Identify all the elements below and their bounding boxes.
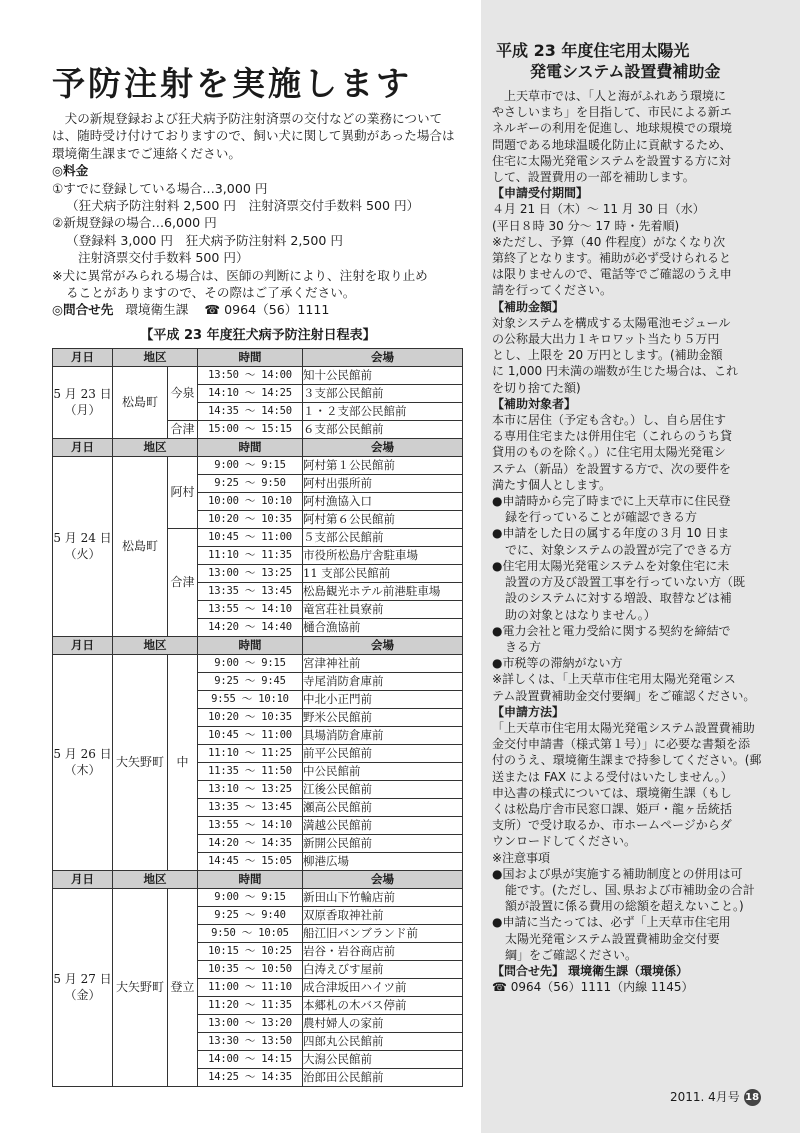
body-line: 太陽光発電システム設置費補助金交付要 xyxy=(505,931,720,946)
fee-heading: ◎料金 xyxy=(52,163,89,179)
schedule-venue: 前平公民館前 xyxy=(303,744,463,762)
schedule-time: 9:50 ～ 10:05 xyxy=(198,924,303,942)
schedule-area: 大矢野町 xyxy=(113,888,168,1086)
body-line: は限りませんので、電話等でご確認のうえ申 xyxy=(492,267,732,282)
body-line: 録を行っていることが確認できる方 xyxy=(505,510,698,525)
body-line: テム設置費補助金交付要綱」をご確認ください。 xyxy=(492,688,756,703)
schedule-header-row xyxy=(53,348,463,366)
schedule-time: 11:10 ～ 11:35 xyxy=(198,546,303,564)
schedule-time: 10:20 ～ 10:35 xyxy=(198,708,303,726)
body-line: 第終了となります。補助が必ず受けられると xyxy=(492,251,732,266)
fee-item-1-detail: （狂犬病予防注射料 2,500 円 注射済票交付手数料 500 円） xyxy=(66,198,420,214)
article-intro: 犬の新規登録および狂犬病予防注射済票の交付などの業務については、随時受け付けておりますので、飼い犬に関して異動があった場合は環境衛生課までご連絡ください。 xyxy=(52,111,455,161)
body-line: ウンロードしてください。 xyxy=(492,834,637,849)
schedule-time: 14:35 ～ 14:50 xyxy=(198,402,303,420)
schedule-time: 13:55 ～ 14:10 xyxy=(198,816,303,834)
schedule-time: 13:00 ～ 13:20 xyxy=(198,1014,303,1032)
body-line: (平日８時 30 分～ 17 時・先着順) xyxy=(492,218,680,233)
date-weekday: （金） xyxy=(64,988,101,1003)
schedule-time: 14:10 ～ 14:25 xyxy=(198,384,303,402)
schedule-time: 9:00 ～ 9:15 xyxy=(198,456,303,474)
schedule-time: 11:00 ～ 11:10 xyxy=(198,978,303,996)
schedule-time: 13:10 ～ 13:25 xyxy=(198,780,303,798)
body-line: 請を行ってください。 xyxy=(492,283,613,298)
body-line: やさしいまち」を目指して、市民による新エ xyxy=(492,105,732,120)
schedule-venue: 阿村漁協入口 xyxy=(303,492,463,510)
body-line: 対象システムを構成する太陽電池モジュール xyxy=(492,315,731,330)
bullet-item: ●電力会社と電力受給に関する契約を締結で xyxy=(492,623,731,638)
header-area: 地区 xyxy=(113,636,198,654)
schedule-venue: 治郎田公民館前 xyxy=(303,1068,463,1086)
schedule-date xyxy=(53,456,113,636)
schedule-time: 10:00 ～ 10:10 xyxy=(198,492,303,510)
section-heading: 【申請方法】 xyxy=(492,704,565,719)
header-area: 地区 xyxy=(113,870,198,888)
schedule-venue: 中公民館前 xyxy=(303,762,463,780)
schedule-header-row xyxy=(53,870,463,888)
solar-title-line-1: 平成 23 年度住宅用太陽光 xyxy=(496,41,690,60)
schedule-venue: 樋合漁協前 xyxy=(303,618,463,636)
schedule-row xyxy=(53,654,463,672)
schedule-venue: 柳港広場 xyxy=(303,852,463,870)
bullet-item: ●住宅用太陽光発電システムを対象住宅に未 xyxy=(492,558,730,573)
header-venue: 会場 xyxy=(303,636,463,654)
schedule-venue: 本郷札の木バス停前 xyxy=(303,996,463,1014)
schedule-venue: 船江旧バンブランド前 xyxy=(303,924,463,942)
header-date: 月日 xyxy=(53,636,113,654)
article-title: 予防注射を実施します xyxy=(52,64,412,103)
schedule-venue: 松島観光ホテル前港駐車場 xyxy=(303,582,463,600)
body-line: ※ただし、予算（40 件程度）がなくなり次 xyxy=(492,234,726,249)
header-time: 時間 xyxy=(198,870,303,888)
schedule-venue: 知十公民館前 xyxy=(303,366,463,384)
body-line: ネルギーの利用を促進し、地球規模での環境 xyxy=(492,121,733,136)
schedule-venue: ３支部公民館前 xyxy=(303,384,463,402)
schedule-area: 松島町 xyxy=(113,456,168,636)
fee-item-2-detail-2: 注射済票交付手数料 500 円） xyxy=(78,250,249,266)
body-line: ステム（新品）を設置する方で、次の要件を xyxy=(492,461,731,476)
schedule-time: 14:20 ～ 14:40 xyxy=(198,618,303,636)
schedule-venue: 阿村出張所前 xyxy=(303,474,463,492)
header-date: 月日 xyxy=(53,348,113,366)
schedule-venue: 白涛えびす屋前 xyxy=(303,960,463,978)
header-time: 時間 xyxy=(198,438,303,456)
schedule-venue: 野米公民館前 xyxy=(303,708,463,726)
body-line: の公称最大出力１キロワット当たり５万円 xyxy=(492,332,720,347)
schedule-venue: 11 支部公民館前 xyxy=(303,564,463,582)
schedule-subarea: 登立 xyxy=(168,888,198,1086)
body-line: ☎ 0964（56）1111（内線 1145） xyxy=(492,980,694,995)
bullet-item: ●申請をした日の属する年度の３月 10 日ま xyxy=(492,526,730,541)
body-line: に 1,000 円未満の端数が生じた場合は、これ xyxy=(492,364,738,379)
fee-item-2: ②新規登録の場合…6,000 円 xyxy=(52,215,217,231)
schedule-time: 11:10 ～ 11:25 xyxy=(198,744,303,762)
body-line: きる方 xyxy=(505,639,542,654)
body-line: くは松島庁舎市民窓口課、姫戸・龍ヶ岳統括 xyxy=(492,801,733,816)
schedule-time: 10:15 ～ 10:25 xyxy=(198,942,303,960)
body-line: 貸用のものを除く。）に住宅用太陽光発電シ xyxy=(492,445,726,460)
body-line: ４月 21 日（木）～ 11 月 30 日（水） xyxy=(492,202,705,217)
schedule-time: 9:00 ～ 9:15 xyxy=(198,888,303,906)
section-heading: 【申請受付期間】 xyxy=(492,186,589,201)
note-line-2: ることがありますので、その際はご了承ください。 xyxy=(66,285,356,301)
schedule-time: 14:00 ～ 14:15 xyxy=(198,1050,303,1068)
schedule-venue: 阿村第１公民館前 xyxy=(303,456,463,474)
body-line: 額が設置に係る費用の総額を超えないこと｡) xyxy=(505,899,744,914)
schedule-row xyxy=(53,888,463,906)
schedule-time: 10:45 ～ 11:00 xyxy=(198,726,303,744)
header-date: 月日 xyxy=(53,438,113,456)
body-line: とし、上限を 20 万円とします。(補助金額 xyxy=(492,348,723,363)
body-line: 「上天草市住宅用太陽光発電システム設置費補助 xyxy=(492,720,755,735)
schedule-venue: 四郎丸公民館前 xyxy=(303,1032,463,1050)
body-line: る専用住宅または併用住宅（これらのうち貸 xyxy=(492,429,733,444)
body-line: 住宅に太陽光発電システムを設置する方に対 xyxy=(492,153,731,168)
schedule-venue: 中北小正門前 xyxy=(303,690,463,708)
body-line: 設のシステムに対する増設、取替などは補 xyxy=(505,591,732,606)
schedule-venue: １・２支部公民館前 xyxy=(303,402,463,420)
schedule-venue: 寺尾消防倉庫前 xyxy=(303,672,463,690)
body-line: 満たす個人とします。 xyxy=(492,477,612,492)
date-day: 5 月 24 日 xyxy=(53,531,112,546)
schedule-time: 14:45 ～ 15:05 xyxy=(198,852,303,870)
schedule-venue: 農村婦人の家前 xyxy=(303,1014,463,1032)
solar-subsidy-article xyxy=(492,40,762,995)
header-time: 時間 xyxy=(198,636,303,654)
body-line: 申込書の様式については、環境衛生課（もし xyxy=(492,785,732,800)
body-line: 本市に居住（予定も含む。）し、自ら居住す xyxy=(492,413,727,428)
section-heading: 【補助対象者】 xyxy=(492,396,577,411)
body-line: 送または FAX による受付はいたしません。） xyxy=(492,769,733,784)
bullet-item: ●申請に当たっては、必ず「上天草市住宅用 xyxy=(492,915,731,930)
schedule-venue: 新開公民館前 xyxy=(303,834,463,852)
body-line: 問題である地球温暖化防止に貢献するため、 xyxy=(492,137,732,152)
schedule-time: 9:00 ～ 9:15 xyxy=(198,654,303,672)
schedule-time: 9:25 ～ 9:40 xyxy=(198,906,303,924)
date-day: 5 月 26 日 xyxy=(53,747,112,762)
body-line: して、設置費用の一部を補助します。 xyxy=(492,170,695,185)
body-line: を切り捨てた額) xyxy=(492,380,581,395)
contact-department: 環境衛生課 xyxy=(125,302,189,318)
body-line: 付のうえ、環境衛生課まで持参してください。(郵 xyxy=(492,753,762,768)
body-line: でに、対象システムの設置が完了できる方 xyxy=(505,542,732,557)
schedule-row xyxy=(53,456,463,474)
schedule-time: 13:50 ～ 14:00 xyxy=(198,366,303,384)
schedule-time: 10:20 ～ 10:35 xyxy=(198,510,303,528)
fee-item-2-detail-1: （登録料 3,000 円 狂犬病予防注射料 2,500 円 xyxy=(66,232,344,248)
header-venue: 会場 xyxy=(303,438,463,456)
schedule-caption: 【平成 23 年度狂犬病予防注射日程表】 xyxy=(140,327,376,343)
body-line: 綱」をご確認ください。 xyxy=(505,947,638,962)
schedule-subarea: 合津 xyxy=(168,528,198,636)
body-line: ※詳しくは、「上天草市住宅用太陽光発電シス xyxy=(492,672,736,687)
schedule-venue: 岩谷・岩谷商店前 xyxy=(303,942,463,960)
schedule-time: 11:20 ～ 11:35 xyxy=(198,996,303,1014)
schedule-subarea: 合津 xyxy=(168,420,198,438)
schedule-area: 松島町 xyxy=(113,366,168,438)
schedule-time: 14:20 ～ 14:35 xyxy=(198,834,303,852)
schedule-venue: 成合津坂田ハイツ前 xyxy=(303,978,463,996)
fee-section xyxy=(52,162,464,319)
date-weekday: （月） xyxy=(64,403,101,418)
schedule-venue: 瀬高公民館前 xyxy=(303,798,463,816)
solar-body xyxy=(492,88,762,995)
schedule-time: 9:25 ～ 9:45 xyxy=(198,672,303,690)
contact-line xyxy=(52,301,464,318)
contact-phone: ☎ 0964（56）1111 xyxy=(204,302,330,318)
schedule-row xyxy=(53,366,463,384)
schedule-venue: 市役所松島庁舎駐車場 xyxy=(303,546,463,564)
schedule-time: 11:35 ～ 11:50 xyxy=(198,762,303,780)
schedule-venue: 竜宮荘社員寮前 xyxy=(303,600,463,618)
schedule-date xyxy=(53,888,113,1086)
schedule-venue: 宮津神社前 xyxy=(303,654,463,672)
bullet-item: ●申請時から完了時までに上天草市に住民登 xyxy=(492,494,731,509)
header-area: 地区 xyxy=(113,438,198,456)
section-heading: 【補助金額】 xyxy=(492,299,565,314)
schedule-time: 13:30 ～ 13:50 xyxy=(198,1032,303,1050)
schedule-time: 10:45 ～ 11:00 xyxy=(198,528,303,546)
schedule-subarea: 中 xyxy=(168,654,198,870)
schedule-date xyxy=(53,654,113,870)
schedule-date xyxy=(53,366,113,438)
date-weekday: （火） xyxy=(64,547,101,562)
date-day: 5 月 23 日 xyxy=(53,387,112,402)
body-line: ※注意事項 xyxy=(492,850,551,865)
schedule-venue: 具場消防倉庫前 xyxy=(303,726,463,744)
contact-label: ◎問合せ先 xyxy=(52,302,114,318)
header-venue: 会場 xyxy=(303,348,463,366)
schedule-header-row xyxy=(53,438,463,456)
bullet-item: ●市税等の滞納がない方 xyxy=(492,656,623,671)
header-time: 時間 xyxy=(198,348,303,366)
schedule-subarea: 今泉 xyxy=(168,366,198,420)
page-footer xyxy=(670,1088,761,1106)
header-venue: 会場 xyxy=(303,870,463,888)
schedule-time: 9:55 ～ 10:10 xyxy=(198,690,303,708)
note-line-1: ※犬に異常がみられる場合は、医師の判断により、注射を取り止め xyxy=(52,267,428,283)
body-line: 設置の方及び設置工事を行っていない方（既 xyxy=(505,575,746,590)
schedule-venue: 江後公民館前 xyxy=(303,780,463,798)
schedule-time: 13:35 ～ 13:45 xyxy=(198,582,303,600)
schedule-venue: ６支部公民館前 xyxy=(303,420,463,438)
section-heading: 【問合せ先】 環境衛生課（環境係） xyxy=(492,963,689,978)
schedule-venue: 大潟公民館前 xyxy=(303,1050,463,1068)
body-line: 能です。(ただし、国､県および市補助金の合計 xyxy=(505,882,755,897)
date-weekday: （木） xyxy=(64,763,101,778)
schedule-venue: 満越公民館前 xyxy=(303,816,463,834)
schedule-time: 9:25 ～ 9:50 xyxy=(198,474,303,492)
solar-title-line-2: 発電システム設置費補助金 xyxy=(530,62,721,81)
schedule-time: 13:55 ～ 14:10 xyxy=(198,600,303,618)
page-number: 18 xyxy=(744,1089,761,1106)
issue-label: 2011. 4月号 xyxy=(670,1090,740,1104)
bullet-item: ●国および県が実施する補助制度との併用は可 xyxy=(492,866,743,881)
schedule-time: 13:00 ～ 13:25 xyxy=(198,564,303,582)
schedule-venue: 双原香取神社前 xyxy=(303,906,463,924)
schedule-time: 10:35 ～ 10:50 xyxy=(198,960,303,978)
schedule-subarea: 阿村 xyxy=(168,456,198,528)
schedule-time: 14:25 ～ 14:35 xyxy=(198,1068,303,1086)
rabies-article xyxy=(52,62,464,1087)
schedule-venue: 阿村第６公民館前 xyxy=(303,510,463,528)
schedule-header-row xyxy=(53,636,463,654)
body-line: 上天草市では、「人と海がふれあう環境に xyxy=(492,89,727,103)
schedule-venue: 新田山下竹輪店前 xyxy=(303,888,463,906)
schedule-table xyxy=(52,348,463,1087)
date-day: 5 月 27 日 xyxy=(53,972,112,987)
schedule-venue: ５支部公民館前 xyxy=(303,528,463,546)
schedule-time: 15:00 ～ 15:15 xyxy=(198,420,303,438)
body-line: 助の対象とはなりません。） xyxy=(505,607,656,622)
schedule-time: 13:35 ～ 13:45 xyxy=(198,798,303,816)
header-date: 月日 xyxy=(53,870,113,888)
fee-item-1: ①すでに登録している場合…3,000 円 xyxy=(52,180,268,196)
schedule-area: 大矢野町 xyxy=(113,654,168,870)
body-line: 支所）で受け取るか、市ホームページからダ xyxy=(492,818,732,833)
body-line: 金交付申請書（様式第１号）」に必要な書類を添 xyxy=(492,737,751,752)
header-area: 地区 xyxy=(113,348,198,366)
